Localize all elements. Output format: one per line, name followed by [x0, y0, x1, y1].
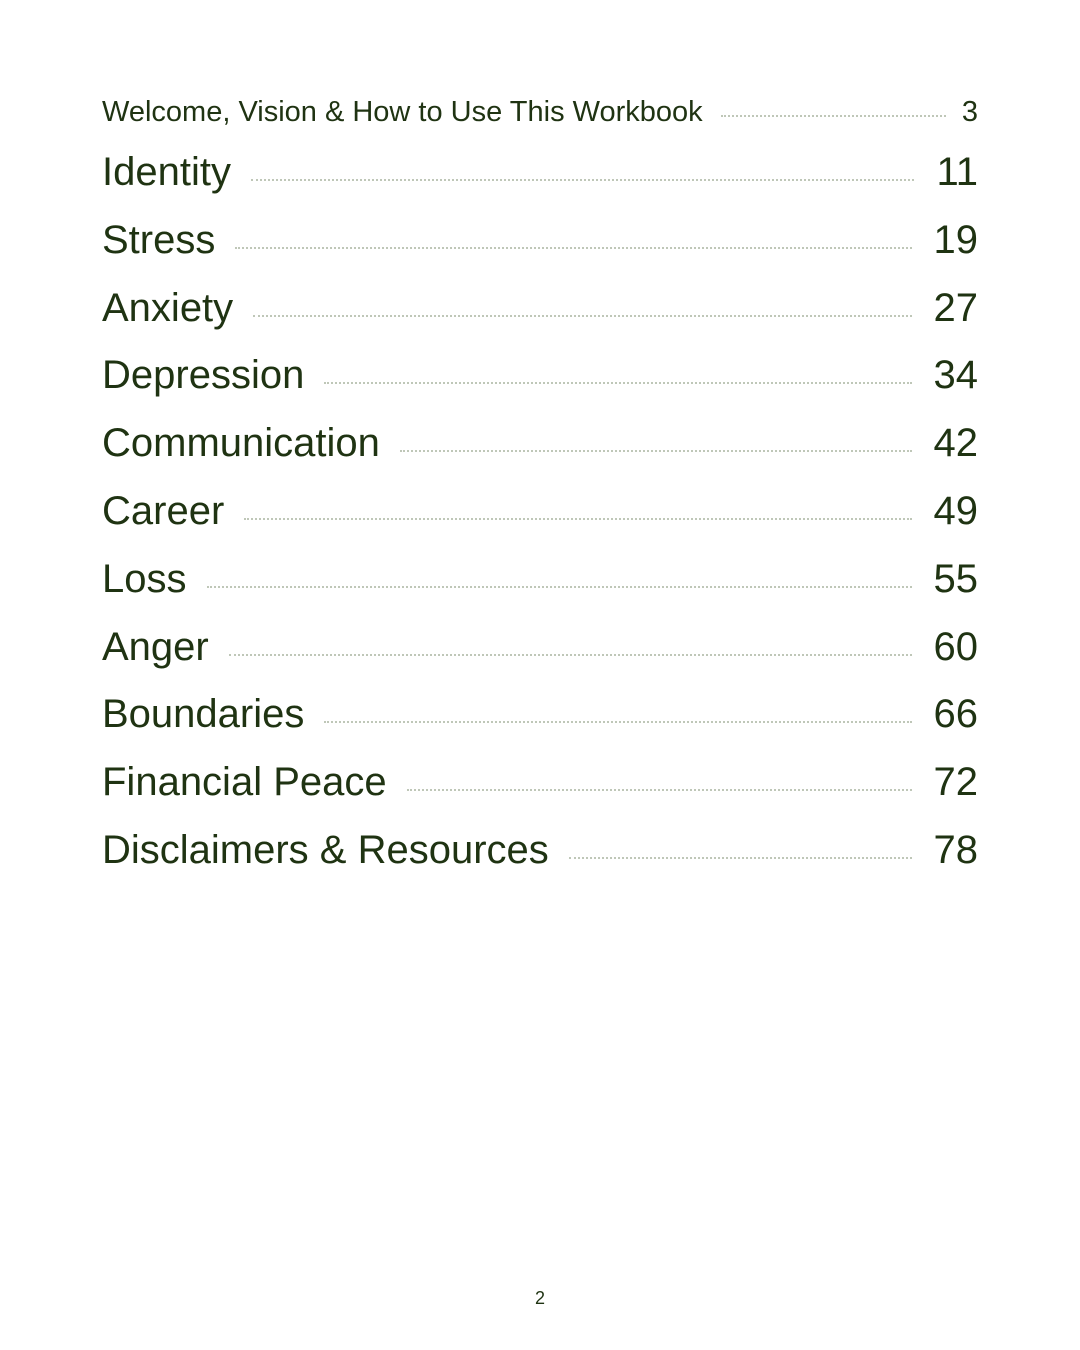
toc-entry-title: Anxiety — [102, 285, 234, 330]
toc-dot-leader — [235, 247, 911, 249]
toc-entry-page: 3 — [961, 96, 978, 128]
toc-entry-title: Identity — [102, 150, 231, 194]
toc-entry-title: Loss — [102, 556, 187, 601]
toc-entry-page: 11 — [936, 150, 978, 194]
toc-entry-title: Financial Peace — [102, 760, 387, 805]
toc-entry-title: Disclaimers & Resources — [102, 827, 549, 872]
toc-entry-anger[interactable] — [102, 625, 978, 693]
toc-entry-identity[interactable] — [102, 150, 978, 218]
toc-entry-title: Communication — [102, 421, 380, 466]
toc-dot-leader — [721, 115, 946, 117]
toc-dot-leader — [229, 654, 912, 656]
toc-entry-page: 72 — [933, 760, 978, 805]
toc-entry-career[interactable] — [102, 489, 978, 557]
toc-dot-leader — [207, 586, 912, 588]
page-number: 2 — [534, 1288, 545, 1308]
toc-entry-intro[interactable] — [102, 96, 978, 150]
toc-dot-leader — [253, 315, 911, 317]
toc-entry-title: Anger — [102, 624, 209, 669]
toc-entry-title: Welcome, Vision & How to Use This Workbook — [102, 96, 703, 128]
toc-entry-boundaries[interactable] — [102, 692, 978, 760]
toc-entry-title: Stress — [102, 217, 216, 262]
toc-entry-page: 66 — [933, 692, 978, 737]
toc-dot-leader — [324, 382, 911, 384]
toc-dot-leader — [251, 179, 915, 181]
toc-entry-disclaimers-resources[interactable] — [102, 828, 978, 896]
toc-entry-depression[interactable] — [102, 353, 978, 421]
toc-entry-page: 55 — [933, 556, 978, 601]
toc-entry-page: 27 — [933, 285, 978, 330]
toc-entry-page: 60 — [933, 624, 978, 669]
toc-dot-leader — [400, 450, 912, 452]
toc-entry-communication[interactable] — [102, 421, 978, 489]
toc-entry-page: 78 — [933, 827, 978, 872]
toc-entry-page: 19 — [933, 217, 978, 262]
table-of-contents — [102, 96, 978, 896]
toc-entry-page: 34 — [933, 353, 978, 398]
toc-dot-leader — [324, 721, 911, 723]
toc-entry-page: 49 — [933, 488, 978, 533]
toc-entry-stress[interactable] — [102, 218, 978, 286]
toc-entry-page: 42 — [933, 421, 978, 466]
toc-entry-title: Career — [102, 488, 225, 533]
toc-entry-loss[interactable] — [102, 557, 978, 625]
toc-entry-financial-peace[interactable] — [102, 760, 978, 828]
toc-dot-leader — [569, 857, 912, 859]
toc-entry-title: Depression — [102, 353, 305, 398]
toc-dot-leader — [244, 518, 911, 520]
toc-entry-anxiety[interactable] — [102, 286, 978, 354]
toc-dot-leader — [407, 789, 912, 791]
toc-entry-title: Boundaries — [102, 692, 305, 737]
